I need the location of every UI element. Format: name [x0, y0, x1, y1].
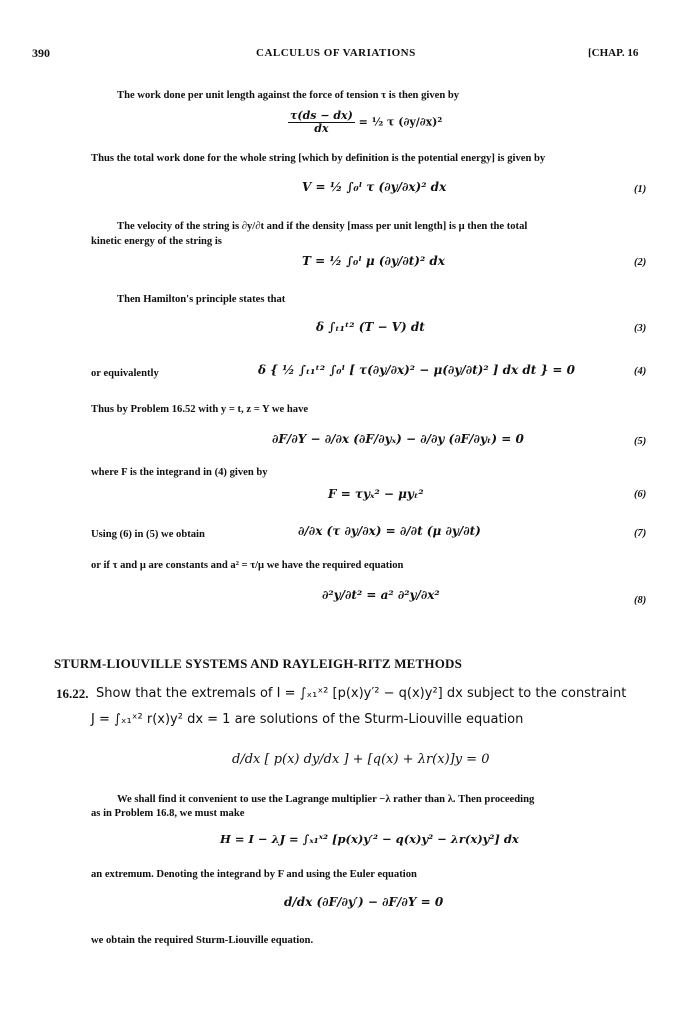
equation-label: (3): [634, 323, 647, 334]
equation-label: (8): [634, 595, 647, 606]
problem-statement: Show that the extremals of I = ∫ₓ₁ˣ² [p(x)y′² − q(x)y²] dx subject to the constraint: [96, 686, 627, 701]
equation-label: (2): [634, 257, 647, 268]
paragraph: The work done per unit length against the force of tension τ is then given by: [117, 90, 460, 101]
paragraph: Then Hamilton's principle states that: [117, 294, 286, 305]
section-heading: STURM-LIOUVILLE SYSTEMS AND RAYLEIGH-RITZ METHODS: [54, 656, 463, 671]
equation-sturm-liouville: d/dx [ p(x) dy/dx ] + [q(x) + λr(x)]y = 0: [232, 752, 490, 767]
paragraph: The velocity of the string is ∂y/∂t and if the density [mass per unit length] is μ then the total: [117, 221, 528, 232]
running-title: CALCULUS OF VARIATIONS: [256, 47, 416, 59]
equation-kinetic-energy: T = ½ ∫₀ˡ μ (∂y/∂t)² dx: [302, 254, 445, 268]
paragraph: where F is the integrand in (4) given by: [91, 467, 268, 478]
paragraph: as in Problem 16.8, we must make: [91, 808, 245, 819]
paragraph: we obtain the required Sturm-Liouville equation.: [91, 935, 314, 946]
equation-label: (6): [634, 489, 647, 500]
problem-statement: J = ∫ₓ₁ˣ² r(x)y² dx = 1 are solutions of the Sturm-Liouville equation: [91, 712, 524, 727]
equation-hamilton: δ ∫ₜ₁ᵗ² (T − V) dt: [316, 320, 425, 334]
equation-work-per-length: $\frac{\tau(ds - dx)}{dx}$ = ½ τ (∂y/∂x)²: [290, 109, 443, 136]
equation-wave-form: ∂/∂x (τ ∂y/∂x) = ∂/∂t (μ ∂y/∂t): [298, 524, 481, 538]
equation-integrand: F = τyₓ² − μyₜ²: [328, 487, 424, 501]
equation-euler: d/dx (∂F/∂y′) − ∂F/∂Y = 0: [284, 895, 444, 909]
equation-label: (5): [634, 436, 647, 447]
equation-label: (7): [634, 528, 647, 539]
paragraph: kinetic energy of the string is: [91, 236, 222, 247]
equation-euler-two-var: ∂F/∂Y − ∂/∂x (∂F/∂yₓ) − ∂/∂y (∂F/∂yₜ) = 0: [272, 432, 524, 446]
paragraph: or equivalently: [91, 368, 159, 379]
equation-lagrangian: H = I − λJ = ∫ₓ₁ˣ² [p(x)y′² − q(x)y² − λr(x)y²] dx: [220, 832, 519, 846]
equation-label: (1): [634, 184, 647, 195]
equation-variational: δ { ½ ∫ₜ₁ᵗ² ∫₀ˡ [ τ(∂y/∂x)² − μ(∂y/∂t)² ] dx dt } = 0: [258, 363, 575, 377]
equation-wave: ∂²y/∂t² = a² ∂²y/∂x²: [322, 588, 440, 602]
page-number: 390: [32, 46, 50, 60]
problem-number: 16.22.: [56, 686, 89, 701]
chapter-label: [CHAP. 16: [588, 47, 639, 59]
paragraph: Thus by Problem 16.52 with y = t, z = Y we have: [91, 404, 309, 415]
paragraph: or if τ and μ are constants and a² = τ/μ we have the required equation: [91, 560, 404, 571]
paragraph: We shall find it convenient to use the Lagrange multiplier −λ rather than λ. Then proceeding: [117, 794, 535, 805]
equation-potential-energy: V = ½ ∫₀ˡ τ (∂y/∂x)² dx: [302, 180, 447, 194]
equation-label: (4): [634, 366, 647, 377]
paragraph: an extremum. Denoting the integrand by F and using the Euler equation: [91, 869, 417, 880]
paragraph: Using (6) in (5) we obtain: [91, 529, 205, 540]
paragraph: Thus the total work done for the whole string [which by definition is the potential energy] is given by: [91, 153, 546, 164]
